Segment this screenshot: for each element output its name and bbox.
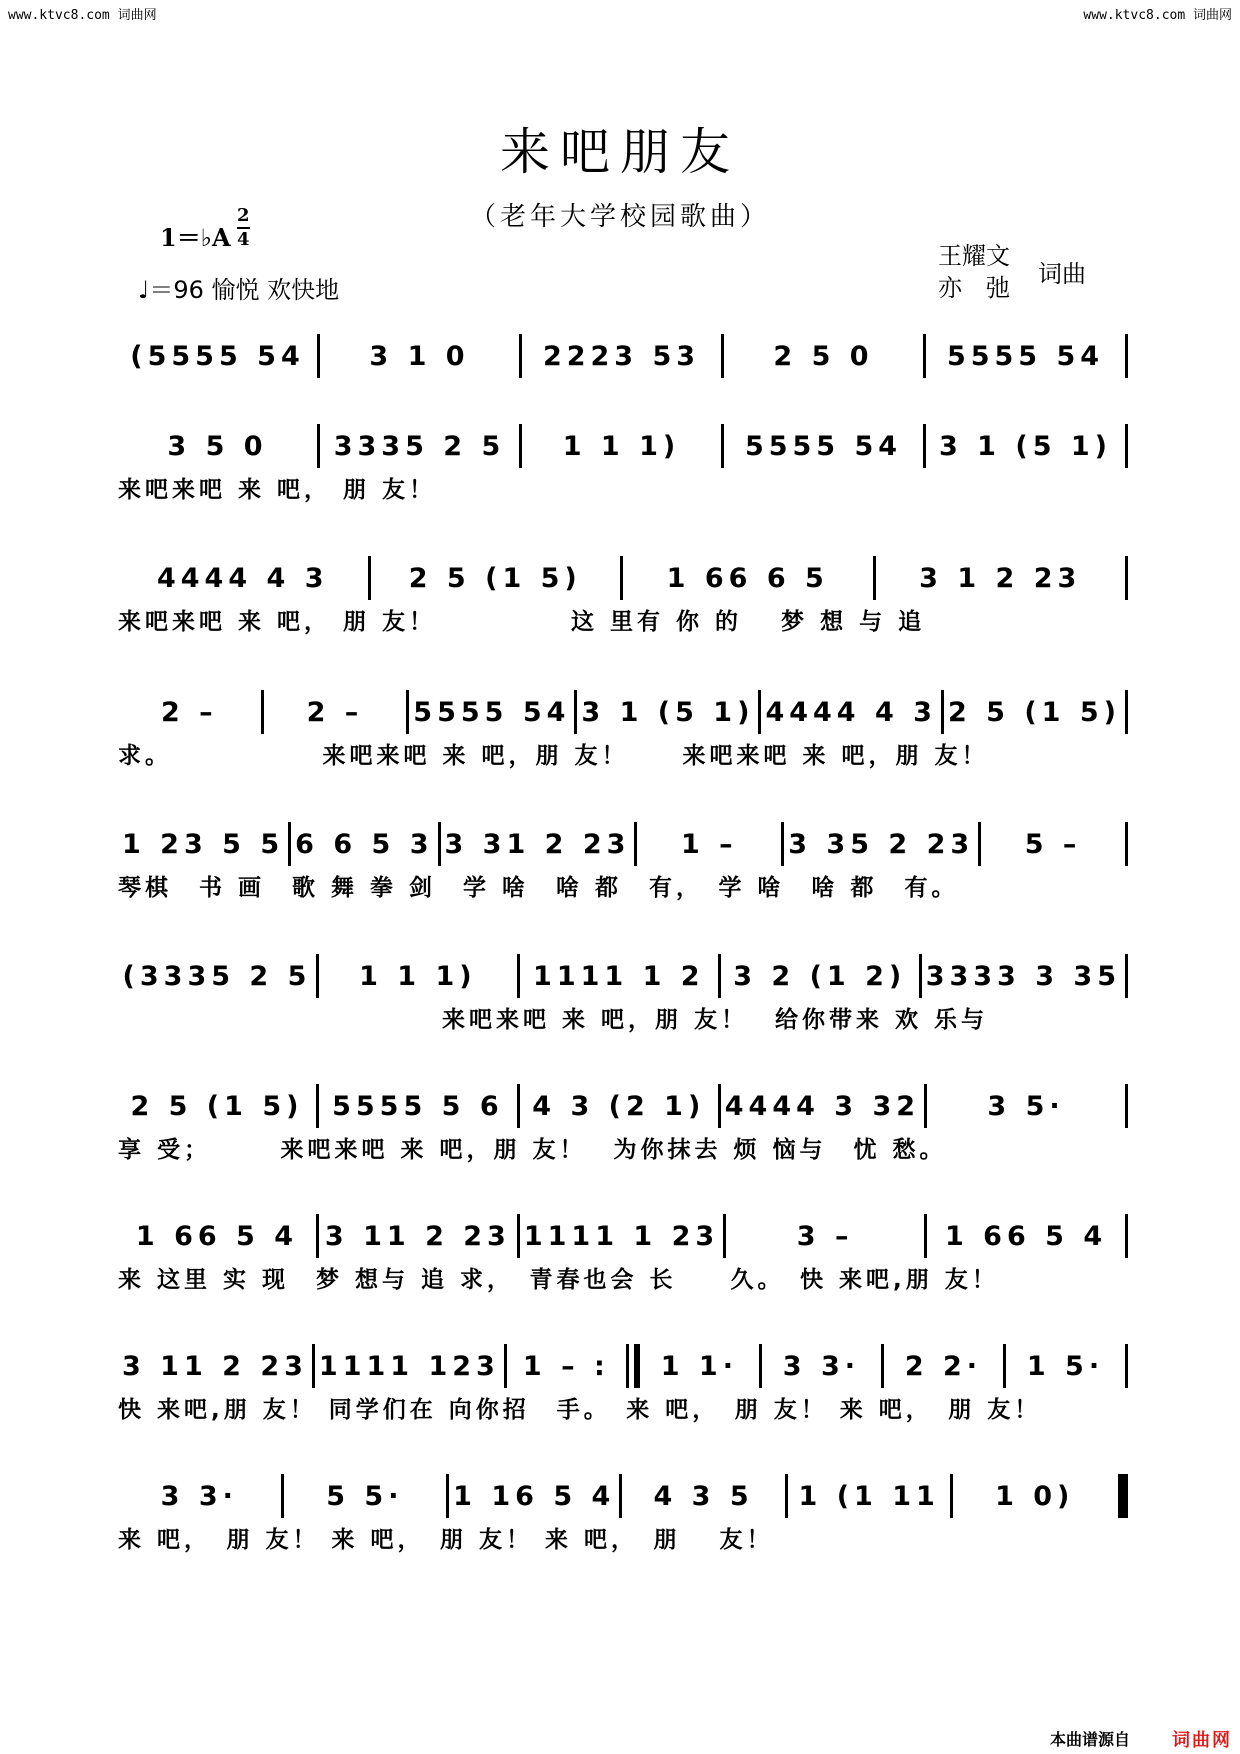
score-row: [118, 1470, 1128, 1558]
notes-line: [118, 686, 1128, 738]
measure: 3 1 2 23: [919, 562, 1082, 594]
measure: 3 11 2 23: [324, 1220, 511, 1252]
song-title: 来吧朋友: [500, 123, 740, 181]
measure: 3 5 0: [167, 430, 268, 462]
measure: 3 35 2 23: [788, 828, 975, 860]
measure: 3 2 (1 2): [733, 960, 907, 992]
measure: (5555 54: [130, 340, 305, 372]
measure: 3 1 (5 1): [938, 430, 1113, 462]
barline: [1125, 1214, 1128, 1258]
barline: [1125, 690, 1128, 734]
score-row: [118, 950, 1128, 1038]
measure: 1 66 5 4: [135, 1220, 299, 1252]
measure: 5 5·: [326, 1480, 404, 1512]
measure: 2 5 (1 5): [947, 696, 1121, 728]
measure: 3 31 2 23: [444, 828, 631, 860]
measure: 2 2·: [904, 1350, 983, 1382]
measure: 5 –: [1024, 828, 1082, 860]
measure: 3333 3 35: [925, 960, 1121, 992]
barline: [1125, 556, 1128, 600]
barline: [1125, 1084, 1128, 1128]
measure: 5555 54: [744, 430, 903, 462]
measure: 4 3 (2 1): [532, 1090, 706, 1122]
measure: 2 5 (1 5): [408, 562, 582, 594]
measure: 1 23 5 5: [122, 828, 285, 860]
measure: 4 3 5: [653, 1480, 754, 1512]
author-line: 亦 弛: [938, 274, 1010, 302]
measure: 4444 4 3: [765, 696, 937, 728]
notes-line: [118, 950, 1128, 1002]
measure: 2 5 (1 5): [130, 1090, 304, 1122]
footer-logo: 词曲网: [1172, 1730, 1232, 1751]
time-bottom: 4: [237, 229, 250, 250]
measure: 1111 1 23: [523, 1220, 720, 1252]
measure: 2 –: [306, 696, 364, 728]
lyrics-line: 琴棋 书 画 歌 舞 拳 剑 学 啥 啥 都 有， 学 啥 啥 都 有。: [118, 875, 959, 901]
score-row: [118, 1340, 1128, 1428]
measure: 1 16 5 4: [453, 1480, 616, 1512]
measure: 1 1 1): [359, 960, 477, 992]
measure: 1 (1 11: [798, 1480, 940, 1512]
measure: 6 6 5 3: [295, 828, 434, 860]
barline: [1125, 954, 1128, 998]
tempo-marking: ♩＝96 愉悦 欢快地: [138, 276, 340, 304]
measure: 1 0): [995, 1480, 1075, 1512]
time-signature: [237, 206, 250, 250]
notes-line: [118, 330, 1128, 382]
score-row: [118, 420, 1128, 508]
measure: 1111 1 2: [533, 960, 705, 992]
measure: 4444 3 32: [724, 1090, 921, 1122]
song-subtitle: （老年大学校园歌曲）: [469, 202, 770, 232]
repeat-barline: [626, 1344, 640, 1388]
score-row: [118, 818, 1128, 906]
notes-line: [118, 1080, 1128, 1132]
measure: 1111 123: [318, 1350, 500, 1382]
score-row: [118, 686, 1128, 774]
author-line: 王耀文: [938, 242, 1010, 270]
barline: [1125, 424, 1128, 468]
measure: 3 1 (5 1): [581, 696, 755, 728]
time-top: 2: [237, 205, 250, 226]
score-row: [118, 1080, 1128, 1168]
measure: 1 1·: [660, 1350, 738, 1382]
notes-line: [118, 818, 1128, 870]
measure: 3 –: [796, 1220, 854, 1252]
measure: 2 5 0: [773, 340, 874, 372]
measure: 1 5·: [1026, 1350, 1105, 1382]
score-row: [118, 552, 1128, 640]
lyrics-line: 快 来吧,朋 友！ 同学们在 向你招 手。 来 吧， 朋 友！ 来 吧， 朋 友！: [118, 1397, 1042, 1423]
measure: 5555 54: [946, 340, 1105, 372]
notes-line: [118, 1340, 1128, 1392]
lyrics-line: 来 这里 实 现 梦 想与 追 求， 青春也会 长 久。 快 来吧,朋 友！: [118, 1267, 999, 1293]
notes-line: [118, 1470, 1128, 1522]
barline: [1125, 1344, 1128, 1388]
barline: [1125, 822, 1128, 866]
measure: (3335 2 5: [122, 960, 312, 992]
author-block: [938, 240, 1010, 304]
measure: 1 66 5 4: [944, 1220, 1108, 1252]
watermark-left: www.ktvc8.com 词曲网: [8, 8, 157, 23]
measure: 3 11 2 23: [122, 1350, 308, 1382]
measure: 2223 53: [542, 340, 701, 372]
author-role: 词曲: [1038, 260, 1086, 288]
measure: 1 66 6 5: [666, 562, 829, 594]
measure: 3 3·: [782, 1350, 861, 1382]
lyrics-line: [118, 382, 1128, 418]
lyrics-line: 来吧来吧 来 吧， 朋 友！ 这 里有 你 的 梦 想 与 追: [118, 609, 926, 635]
measure: 4444 4 3: [156, 562, 329, 594]
measure: 3 3·: [160, 1480, 238, 1512]
notes-line: [118, 420, 1128, 472]
measure: 3335 2 5: [333, 430, 506, 462]
lyrics-line: 来 吧， 朋 友！ 来 吧， 朋 友！ 来 吧， 朋 友！: [118, 1527, 774, 1553]
barline: [1125, 334, 1128, 378]
measure: 1 1 1): [562, 430, 681, 462]
measure: 3 1 0: [369, 340, 470, 372]
footer-source: 本曲谱源自: [1049, 1730, 1130, 1749]
measure: 1 – :: [522, 1350, 610, 1382]
key-signature: 1＝♭A: [160, 223, 231, 252]
lyrics-line: 来吧来吧 来 吧，朋 友！ 给你带来 欢 乐与: [118, 1007, 989, 1033]
lyrics-line: 来吧来吧 来 吧， 朋 友！: [118, 477, 437, 503]
score-row: [118, 330, 1128, 418]
measure: 1 –: [680, 828, 738, 860]
notes-line: [118, 1210, 1128, 1262]
measure: 5555 54: [413, 696, 571, 728]
lyrics-line: 享 受； 来吧来吧 来 吧，朋 友！ 为你抹去 烦 恼与 忧 愁。: [118, 1137, 947, 1163]
measure: 3 5·: [987, 1090, 1065, 1122]
lyrics-line: 求。 来吧来吧 来 吧，朋 友！ 来吧来吧 来 吧，朋 友！: [118, 743, 989, 769]
notes-line: [118, 552, 1128, 604]
watermark-right: www.ktvc8.com 词曲网: [1083, 8, 1232, 23]
measure: 5555 5 6: [332, 1090, 504, 1122]
score-row: [118, 1210, 1128, 1298]
measure: 2 –: [160, 696, 218, 728]
final-barline: [1118, 1474, 1128, 1518]
